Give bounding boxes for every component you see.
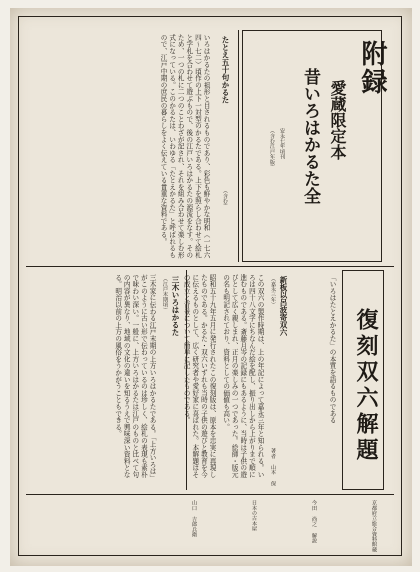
credit-3: 日本の古本屋 <box>251 500 257 532</box>
edition-note-b: （含む江戸年版） <box>269 128 275 170</box>
rule-mid-divider <box>186 270 187 490</box>
section4-body: 「いろはたとえかるた」の本質を語るものである <box>328 274 336 424</box>
rule-top-divider <box>238 30 239 262</box>
section2-body: 三木家に伝わる江戸末期の上方いろはかるたである。「上方いろは」がこのように古い形で伝わっているのは珍しく、絵札の表現も素朴で味わい深い。一般に、上方いろはかるたは江戸のものと比べて句の内容が異なり、地域の文化の違いを知るうえで興味深い資料となる。明治以前の上方の風俗をうかがうこともできる。 <box>113 274 156 482</box>
section2-note: （江戸末期頃） <box>162 276 168 313</box>
rule-bottom <box>26 494 394 495</box>
credit-1: 京都府立総合資料館蔵 <box>371 500 377 552</box>
section1-body: いろはかるたの祖形と目されるものであり、彩色も鮮やかな明和（一七六四〜七二）頃作の上下一対型のかるたである。上下を照らし合わせて絵札と字札を合わせて遊ぶもので、後の江戸いろはかるたの源流をなす。そのため、一つの札に二つのことわざが記され、それを組み合わせて楽しむ形式になっている。このかるたは、いわゆる「たとえかるた」と呼ばれるもので、江戸中期の庶民の暮らしをよく伝えている貴重な資料である。 <box>159 34 210 259</box>
section4-text: 昭和五十九年五月に発行されたこの復刻版は、原本を忠実に再現したものである。かるた・双六いずれも当時の子供の遊びと教育を今に伝えるものとして、広く研究者や愛好家に喜ばれた。本解題はその成立と背景について簡単に記したものである。 <box>182 274 216 478</box>
fukkoku-title: 復刻双六解題 <box>353 308 378 464</box>
headline-line2: 昔いろはかるた全 <box>300 68 320 204</box>
edition-note-a: 安永七年頃刊 <box>279 128 285 160</box>
furoku-title: 附録 <box>357 40 387 96</box>
credit-5: 山口 吉郎兵衛 <box>191 500 197 538</box>
section1-note: （含む） <box>222 188 228 209</box>
credit-2: 今田 尚之 解説 <box>311 500 317 544</box>
section2-title: 三木いろはかるた <box>171 276 180 336</box>
section3-note: （嘉永三年） <box>270 276 276 308</box>
section3-title: 新板以呂波寄双六 <box>279 276 288 336</box>
credit-4: 著者 山本 保 <box>270 448 276 486</box>
document-page <box>10 8 412 566</box>
headline-line1: 愛蔵限定本 <box>328 80 347 160</box>
section1-title: たとえ五十句かるた <box>221 36 230 104</box>
rule-middle <box>26 266 394 267</box>
section3-body: この双六の製作時期は、上の年記によって嘉永三年と知られる。いろは四十八文字にちなんだ絵を配し、振り出しから上がりまで順に進むものである。斎藤月岑の記録にもあるように、当時は子供の遊びとして広く親しまれ、正月の楽しみの一つであった。絵師・版元の名も明記されており、資料としての価値も高い。 <box>221 274 264 478</box>
